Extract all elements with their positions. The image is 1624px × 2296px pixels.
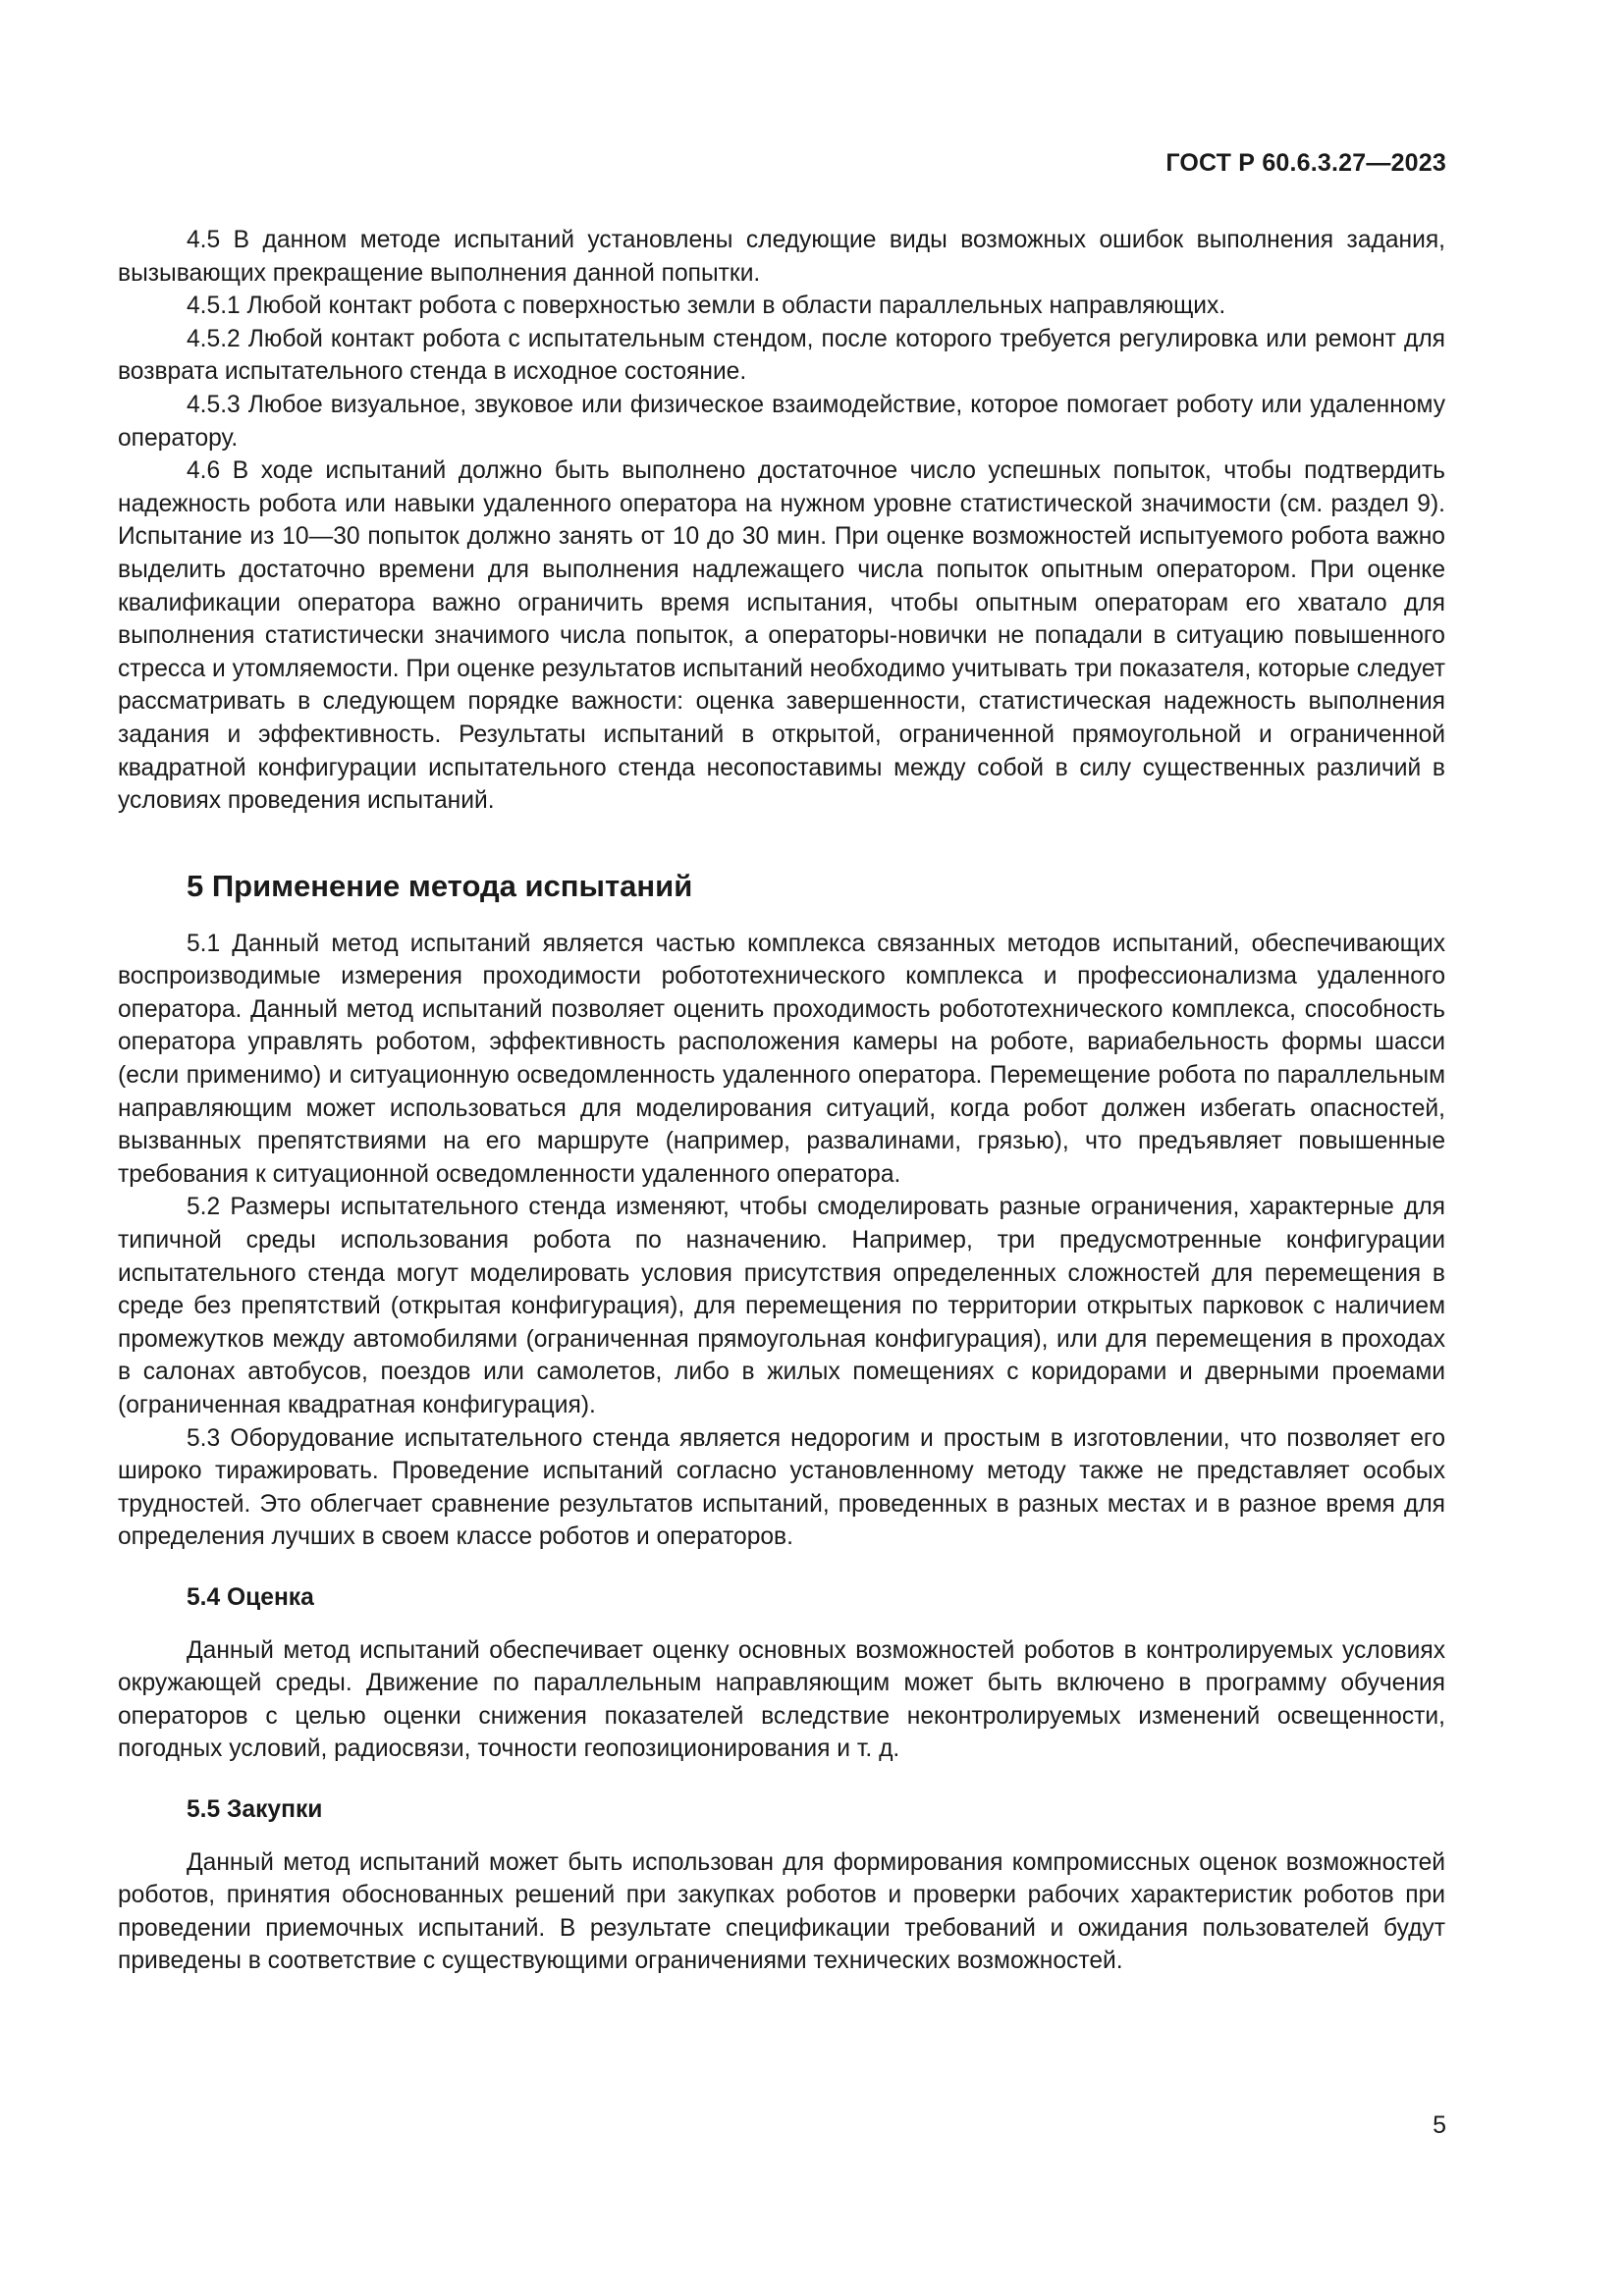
paragraph-4-5-3: 4.5.3 Любое визуальное, звуковое или физическое взаимодействие, которое помогает роботу или удаленному оператору. — [118, 391, 1445, 452]
subsection-5-4-heading: 5.4 Оценка — [187, 1583, 314, 1611]
page-content — [118, 224, 1445, 1978]
paragraph-4-5: 4.5 В данном методе испытаний установлены следующие виды возможных ошибок выполнения задания, вызывающих прекращение выполнения данной попытки. — [118, 227, 1445, 287]
paragraph-5-2: 5.2 Размеры испытательного стенда изменяют, чтобы смоделировать разные ограничения, характерные для типичной среды использования робота по назначению. Например, три предусмотренные конфигурации испытательного стенда могут моделировать условия присутствия определенных сложностей для перемещения в среде без препятствий (открытая конфигурация), для перемещения по территории открытых парковок с наличием промежутков между автомобилями (ограниченная прямоугольная конфигурация), или для перемещения в проходах в салонах автобусов, поездов или самолетов, либо в жилых помещениях с коридорами и дверными проемами (ограниченная квадратная конфигурация). — [118, 1194, 1445, 1418]
section-5-heading: 5 Применение метода испытаний — [187, 868, 693, 903]
page-number: 5 — [1433, 2111, 1446, 2139]
paragraph-5-4: Данный метод испытаний обеспечивает оценку основных возможностей роботов в контролируемых условиях окружающей среды. Движение по параллельным направляющим может быть включено в программу обучения операторов с целью оценки снижения показателей вследствие неконтролируемых изменений освещенности, погодных условий, радиосвязи, точности геопозиционирования и т. д. — [118, 1636, 1445, 1763]
document-code-header: ГОСТ Р 60.6.3.27—2023 — [1165, 149, 1446, 177]
paragraph-5-3: 5.3 Оборудование испытательного стенда является недорогим и простым в изготовлении, что позволяет его широко тиражировать. Проведение испытаний согласно установленному методу также не представляет особых трудностей. Это облегчает сравнение результатов испытаний, проведенных в разных местах и в разное время для определения лучших в своем классе роботов и операторов. — [118, 1424, 1445, 1551]
paragraph-5-1: 5.1 Данный метод испытаний является частью комплекса связанных методов испытаний, обеспечивающих воспроизводимые измерения проходимости робототехнического комплекса и профессионализма удаленного оператора. Данный метод испытаний позволяет оценить проходимость робототехнического комплекса, способность оператора управлять роботом, эффективность расположения камеры на роботе, вариабельность формы шасси (если применимо) и ситуационную осведомленность удаленного оператора. Перемещение робота по параллельным направляющим может использоваться для моделирования ситуаций, когда робот должен избегать опасностей, вызванных препятствиями на его маршруте (например, развалинами, грязью), что предъявляет повышенные требования к ситуационной осведомленности удаленного оператора. — [118, 930, 1445, 1188]
paragraph-4-5-2: 4.5.2 Любой контакт робота с испытательным стендом, после которого требуется регулировка или ремонт для возврата испытательного стенда в исходное состояние. — [118, 325, 1445, 386]
paragraph-4-5-1: 4.5.1 Любой контакт робота с поверхностью земли в области параллельных направляющих. — [187, 293, 1226, 320]
subsection-5-5-heading: 5.5 Закупки — [187, 1795, 323, 1823]
paragraph-5-5: Данный метод испытаний может быть использован для формирования компромиссных оценок возможностей роботов, принятия обоснованных решений при закупках роботов и проверки рабочих характеристик роботов при проведении приемочных испытаний. В результате спецификации требований и ожидания пользователей будут приведены в соответствие с существующими ограничениями технических возможностей. — [118, 1848, 1445, 1975]
paragraph-4-6: 4.6 В ходе испытаний должно быть выполнено достаточное число успешных попыток, чтобы подтвердить надежность робота или навыки удаленного оператора на нужном уровне статистической значимости (см. раздел 9). Испытание из 10—30 попыток должно занять от 10 до 30 мин. При оценке возможностей испытуемого робота важно выделить достаточно времени для выполнения надлежащего числа попыток опытным оператором. При оценке квалификации оператора важно ограничить время испытания, чтобы опытным операторам его хватало для выполнения статистически значимого числа попыток, а операторы-новички не попадали в ситуацию повышенного стресса и утомляемости. При оценке результатов испытаний необходимо учитывать три показателя, которые следует рассматривать в следующем порядке важности: оценка завершенности, статистическая надежность выполнения задания и эффективность. Результаты испытаний в открытой, ограниченной прямоугольной и ограниченной квадратной конфигурации испытательного стенда несопоставимы между собой в силу существенных различий в условиях проведения испытаний. — [118, 457, 1445, 815]
